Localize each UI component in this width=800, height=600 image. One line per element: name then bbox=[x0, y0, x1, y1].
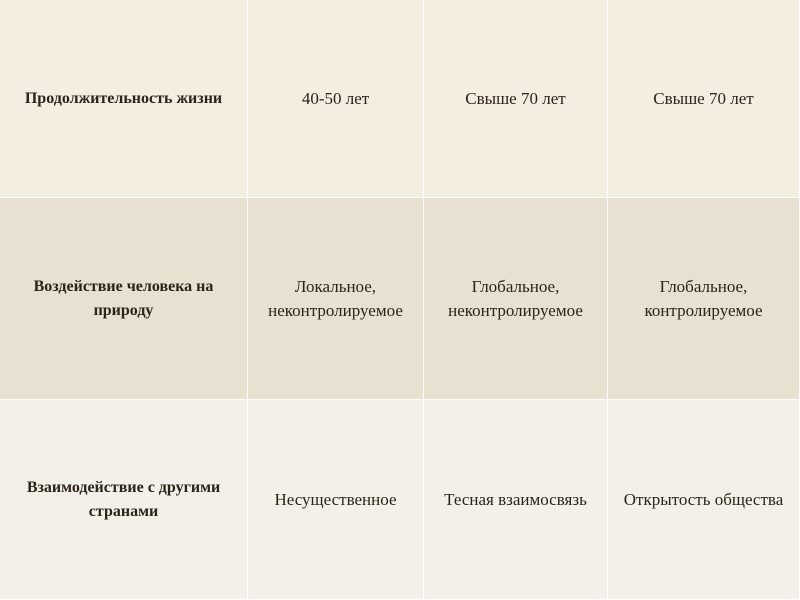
table-cell: Глобальное, неконтролируемое bbox=[424, 198, 608, 400]
table-cell: 40-50 лет bbox=[248, 0, 424, 198]
row-label-interaction: Взаимодействие с другими странами bbox=[0, 400, 248, 600]
row-label-life-expectancy: Продолжительность жизни bbox=[0, 0, 248, 198]
table-cell: Несущественное bbox=[248, 400, 424, 600]
table-cell: Тесная взаимосвязь bbox=[424, 400, 608, 600]
table-cell: Свыше 70 лет bbox=[424, 0, 608, 198]
table-cell: Свыше 70 лет bbox=[608, 0, 800, 198]
row-label-human-impact: Воздействие человека на природу bbox=[0, 198, 248, 400]
table-cell: Локальное, неконтролируемое bbox=[248, 198, 424, 400]
table-cell: Открытость общества bbox=[608, 400, 800, 600]
table-cell: Глобальное, контролируемое bbox=[608, 198, 800, 400]
